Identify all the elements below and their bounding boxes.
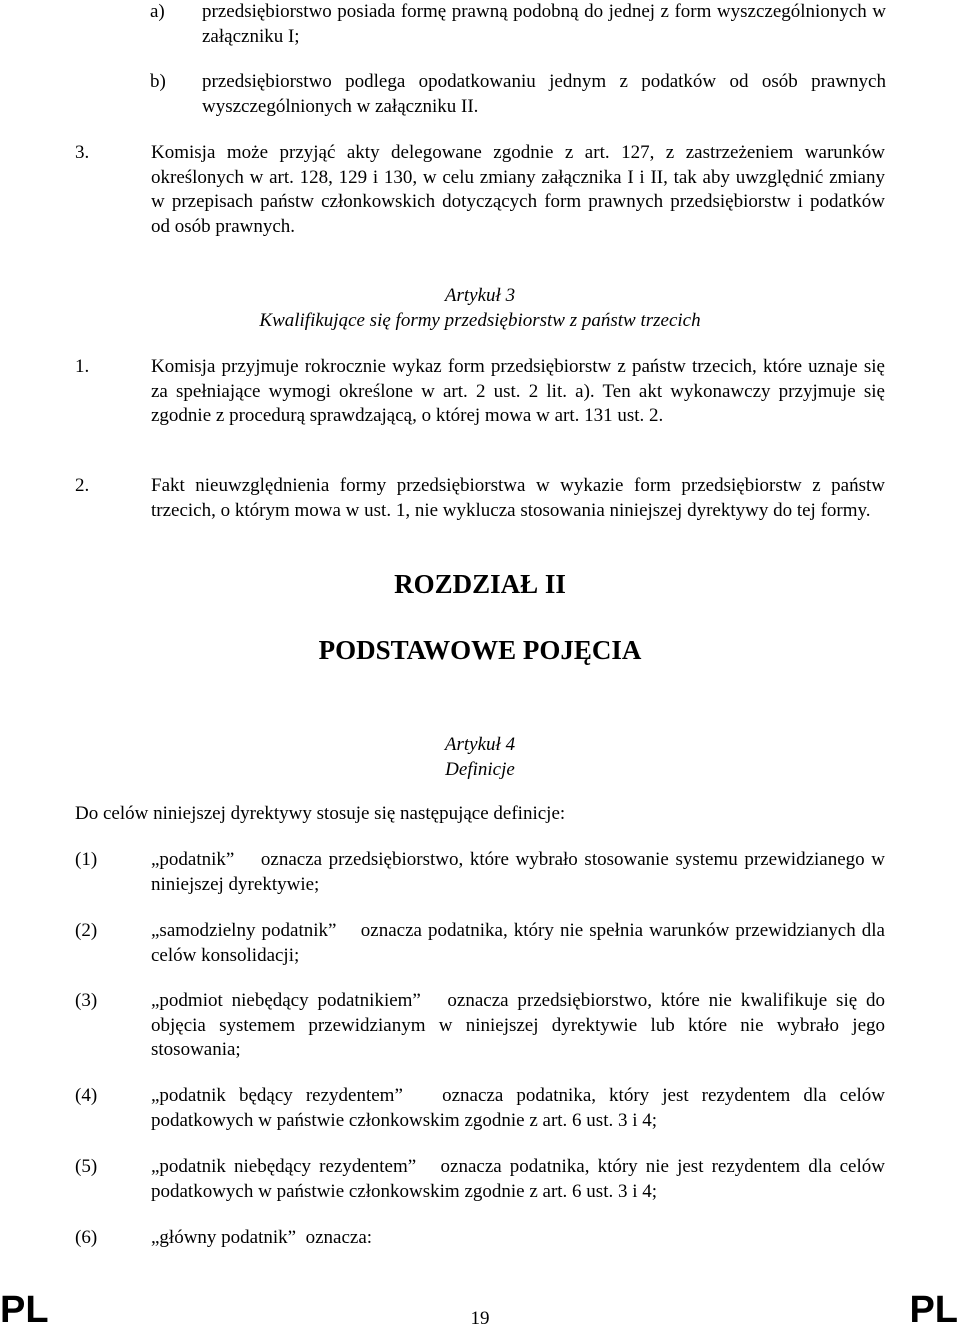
definition-body: oznacza: [305,1227,373,1248]
chapter-heading: ROZDZIAŁ II [394,569,566,599]
article-title: Definicje [445,759,515,780]
list-item-text: przedsiębiorstwo posiada formę prawną podobną do jednej z form wyszczególnionych w załączniku I; [202,1,886,47]
point-label: 1. [75,356,90,377]
article-number: Artykuł 3 [444,285,516,306]
definition-term: „samodzielny podatnik” [151,920,337,941]
article-number: Artykuł 4 [444,734,516,755]
definition-label: (3) [75,990,98,1011]
definition-label: (6) [75,1227,98,1248]
definition-body: oznacza przedsiębiorstwo, które wybrało stosowanie systemu przewidzianego w niniejszej dyrektywie; [151,849,886,895]
definition-body: oznacza podatnika, który nie spełnia warunków przewidzianych dla celów konsolidacji; [151,920,885,966]
definition-body: oznacza podatnika, który jest rezydentem dla celów podatkowych w państwie członkowskim zgodnie z art. 6 ust. 3 i 4; [151,1085,885,1131]
point-label: 2. [75,475,90,496]
point-text: Fakt nieuwzględnienia formy przedsiębiorstwa w wykazie form przedsiębiorstw z państw trzecich, o którym mowa w ust. 1, nie wyklucza stosowania niniejszej dyrektywy do tej formy. [151,475,885,521]
point-text: Komisja przyjmuje rokrocznie wykaz form przedsiębiorstw z państw trzecich, które uznaje się za spełniające wymogi określone w art. 2 ust. 2 lit. a). Ten akt wykonawczy przyjmuje się zgodnie z procedurą sprawdzającą, o której mowa w art. 131 ust. 2. [151,356,885,426]
definition-term: „podatnik będący rezydentem” [151,1085,403,1106]
page-number: 19 [470,1308,490,1329]
point-label: 3. [75,142,90,163]
language-code-left: PL [0,1289,49,1331]
list-label: b) [150,71,166,92]
list-label: a) [150,1,165,22]
list-item-text: przedsiębiorstwo podlega opodatkowaniu jednym z podatków od osób prawnych wyszczególnionych w załączniku II. [202,71,886,117]
article-title: Kwalifikujące się formy przedsiębiorstw z państw trzecich [259,310,701,331]
definition-label: (1) [75,849,98,870]
language-code-right: PL [909,1289,958,1331]
definition-label: (2) [75,920,98,941]
definition-term: „podatnik” [151,849,235,870]
definition-text [151,989,885,1063]
definition-body: oznacza podatnika, który nie jest rezydentem dla celów podatkowych w państwie członkowskim zgodnie z art. 6 ust. 3 i 4; [151,1156,885,1202]
chapter-title: PODSTAWOWE POJĘCIA [318,635,642,665]
definition-body: oznacza przedsiębiorstwo, które nie kwalifikuje się do objęcia systemem przewidzianym w niniejszej dyrektywie lub które nie wybrało jego stosowania; [151,990,886,1060]
definition-text [151,1226,372,1251]
definition-term: „podatnik niebędący rezydentem” [151,1156,417,1177]
definitions-intro: Do celów niniejszej dyrektywy stosuje się następujące definicje: [75,803,566,824]
definition-text [151,1084,885,1133]
definition-label: (5) [75,1156,98,1177]
definition-text [151,1155,885,1204]
point-text: Komisja może przyjąć akty delegowane zgodnie z art. 127, z zastrzeżeniem warunków określonych w art. 128, 129 i 130, w celu zmiany załącznika I i II, tak aby uwzględnić zmiany w przepisach państw członkowskich dotyczących form prawnych przedsiębiorstw i podatków od osób prawnych. [151,142,885,237]
definition-text [151,848,885,897]
definition-label: (4) [75,1085,98,1106]
definition-text [151,919,885,968]
definition-term: „podmiot niebędący podatnikiem” [151,990,421,1011]
definition-term: „główny podatnik” [151,1227,297,1248]
